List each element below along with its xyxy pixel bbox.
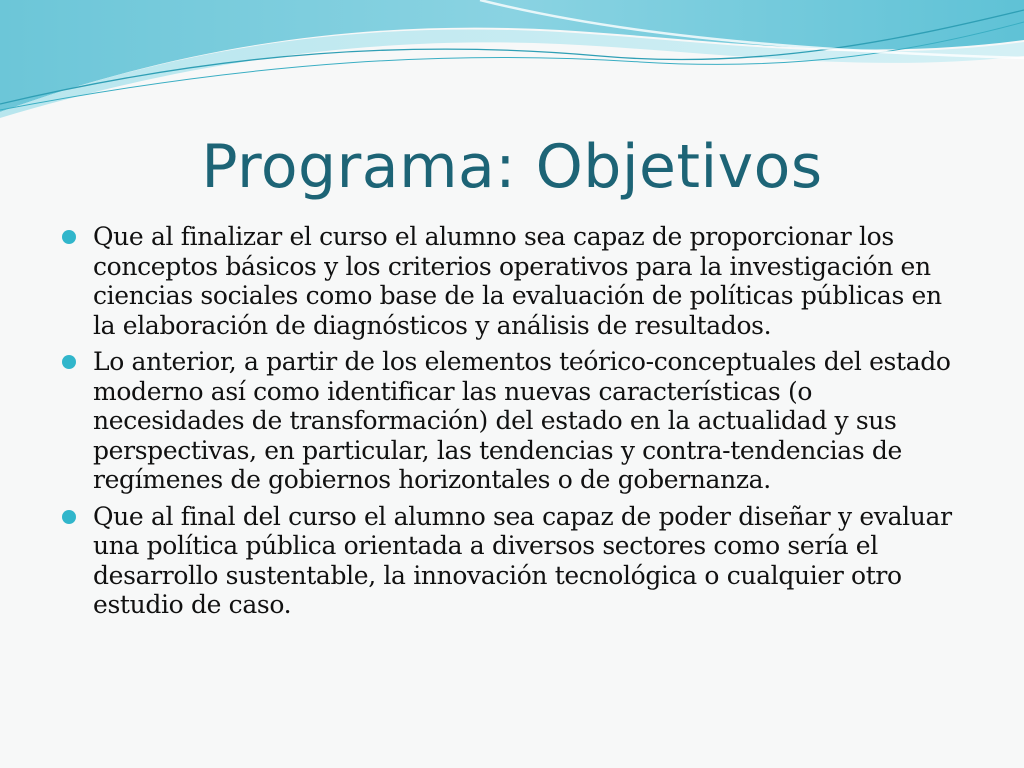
list-item [60,222,965,340]
list-item [60,502,965,620]
bullet-text: Que al final del curso el alumno sea capaz de poder diseñar y evaluar una política pública orientada a diversos sectores como sería el desarrollo sustentable, la innovación tecnológica o cualquier otro estudio de caso. [93,501,952,619]
bullet-text: Que al finalizar el curso el alumno sea capaz de proporcionar los conceptos básicos y los criterios operativos para la investigación en ciencias sociales como base de la evaluación de políticas públicas en la elaboración de diagnósticos y análisis de resultados. [93,222,942,340]
bullet-dot-icon [62,230,76,244]
slide-title: Programa: Objetivos [201,132,823,202]
list-item [60,347,965,495]
bullet-dot-icon [62,510,76,524]
bullet-dot-icon [62,355,76,369]
header-wave-decoration [0,0,1024,130]
bullet-text: Lo anterior, a partir de los elementos teórico-conceptuales del estado moderno así como identificar las nuevas características (o necesidades de transformación) del estado en la actualidad y sus perspectivas, en particular, las tendencias y contra-tendencias de regímenes de gobiernos horizontales o de gobernanza. [93,347,951,494]
objectives-list [60,222,965,627]
